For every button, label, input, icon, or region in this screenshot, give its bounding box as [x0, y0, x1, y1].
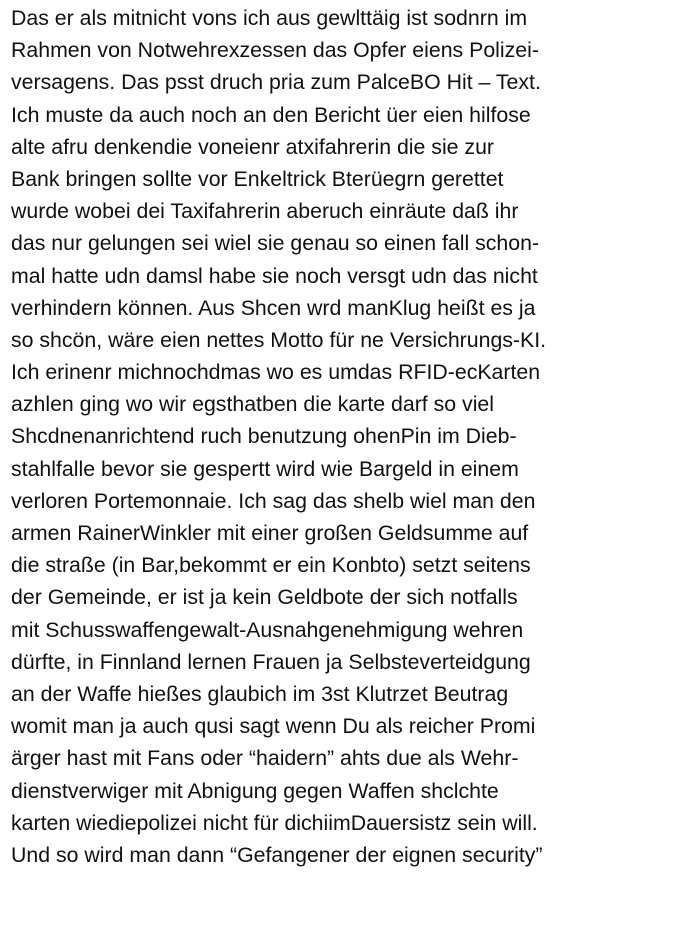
text-line-12: Ich erinenr michnochdmas wo es umdas RFID-ecKarten: [11, 360, 541, 385]
text-line-9: mal hatte udn damsl habe sie noch versgt udn das nicht: [11, 263, 538, 288]
text-line-27: Und so wird man dann “Gefangener der eignen security”: [11, 842, 543, 867]
text-line-11: so shcön, wäre eien nettes Motto für ne Versichrungs-KI.: [11, 327, 547, 352]
text-line-17: armen RainerWinkler mit einer großen Geldsumme auf: [11, 521, 529, 545]
text-line-13: azhlen ging wo wir egsthatben die karte darf so viel: [11, 392, 495, 417]
text-line-16: verloren Portemonnaie. Ich sag das shelb wiel man den: [11, 488, 536, 513]
text-line-20: mit Schusswaffengewalt-Ausnahgenehmigung wehren: [11, 617, 524, 642]
text-line-1: Das er als mitnicht vons ich aus gewlttäig ist sodnrn im: [11, 6, 528, 30]
text-line-14: Shcdnenanrichtend ruch benutzung ohenPin im Dieb-: [11, 424, 517, 449]
text-line-18: die straße (in Bar,bekommt er ein Konbto) setzt seitens: [11, 553, 531, 578]
text-line-2: Rahmen von Notwehrexzessen das Opfer eiens Polizei-: [11, 38, 539, 63]
text-line-19: der Gemeinde, er ist ja kein Geldbote der sich notfalls: [11, 585, 518, 610]
text-line-6: Bank bringen sollte vor Enkeltrick Bterüegrn gerettet: [11, 166, 504, 191]
text-line-15: stahlfalle bevor sie gespertt wird wie Bargeld in einem: [11, 456, 519, 481]
text-line-24: ärger hast mit Fans oder “haidern” ahts due als Wehr-: [11, 746, 519, 771]
text-line-10: verhindern können. Aus Shcen wrd manKlug heißt es ja: [11, 295, 536, 320]
text-line-25: dienstverwiger mit Abnigung gegen Waffen shclchte: [11, 778, 499, 803]
text-line-3: versagens. Das psst druch pria zum PalceBO Hit – Text.: [11, 70, 541, 95]
text-line-5: alte afru denkendie voneienr atxifahrerin die sie zur: [11, 134, 495, 159]
text-line-22: an der Waffe hießes glaubich im 3st Klutrzet Beutrag: [11, 681, 509, 706]
text-line-8: das nur gelungen sei wiel sie genau so einen fall schon-: [11, 231, 540, 256]
document-text: [11, 2, 677, 871]
text-line-23: womit man ja auch qusi sagt wenn Du als reicher Promi: [11, 714, 536, 739]
text-line-21: dürfte, in Finnland lernen Frauen ja Selbsteverteidgung: [11, 649, 531, 674]
text-line-7: wurde wobei dei Taxifahrerin aberuch einräute daß ihr: [11, 199, 519, 224]
text-line-4: Ich muste da auch noch an den Bericht üer eien hilfose: [11, 102, 531, 127]
text-line-26: karten wiediepolizei nicht für dichiimDauersistz sein will.: [11, 810, 538, 835]
